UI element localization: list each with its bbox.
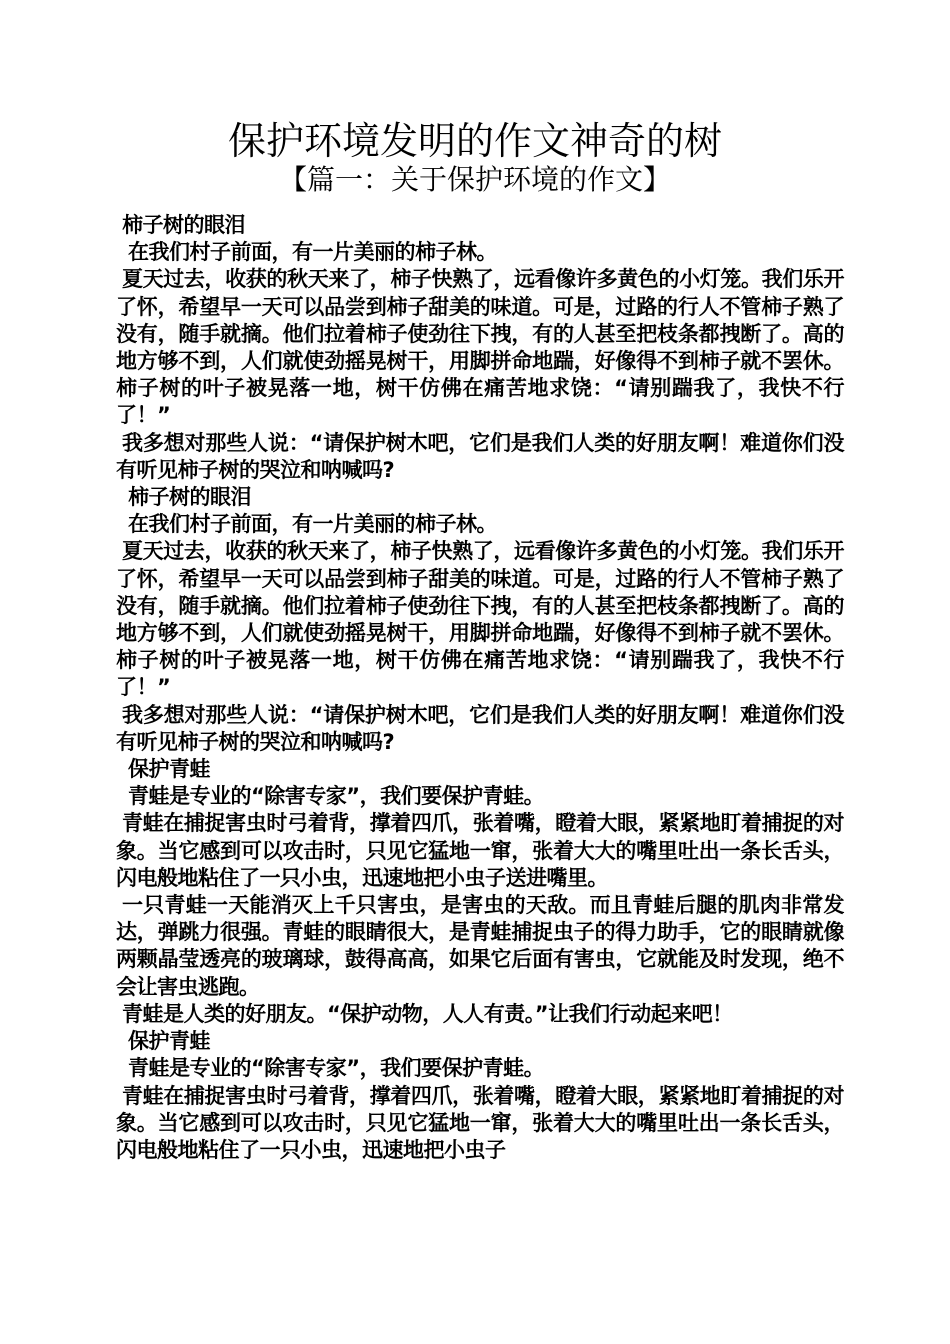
paragraph: 保护青蛙	[128, 757, 210, 782]
paragraph: 柿子树的眼泪	[128, 485, 251, 510]
paragraph: 我多想对那些人说：“请保护树木吧，它们是我们人类的好朋友啊！难道你们没有听见柿子树的哭泣和呐喊吗?	[116, 702, 844, 754]
paragraph: 青蛙是专业的“除害专家”，我们要保护青蛙。	[128, 784, 545, 809]
document-body	[116, 212, 844, 1164]
paragraph: 青蛙是专业的“除害专家”，我们要保护青蛙。	[128, 1056, 545, 1081]
paragraph: 保护青蛙	[128, 1029, 210, 1054]
document-title: 保护环境发明的作文神奇的树	[227, 119, 722, 163]
paragraph: 夏天过去，收获的秋天来了，柿子快熟了，远看像许多黄色的小灯笼。我们乐开了怀，希望早一天可以品尝到柿子甜美的味道。可是，过路的行人不管柿子熟了没有，随手就摘。他们拉着柿子使劲往下拽，有的人甚至把枝条都拽断了。高的地方够不到，人们就使劲摇晃树干，用脚拼命地踹，好像得不到柿子就不罢休。柿子树的叶子被晃落一地，树干仿佛在痛苦地求饶：“请别踹我了，我快不行了！”	[116, 267, 844, 428]
paragraph: 在我们村子前面，有一片美丽的柿子林。	[128, 512, 497, 537]
paragraph: 青蛙在捕捉害虫时弓着背，撑着四爪，张着嘴，瞪着大眼，紧紧地盯着捕捉的对象。当它感到可以攻击时，只见它猛地一窜，张着大大的嘴里吐出一条长舌头，闪电般地粘住了一只小虫，迅速地把小虫子送进嘴里。	[116, 811, 844, 890]
paragraph: 青蛙是人类的好朋友。“保护动物，人人有责。”让我们行动起来吧！	[122, 1001, 733, 1026]
paragraph: 我多想对那些人说：“请保护树木吧，它们是我们人类的好朋友啊！难道你们没有听见柿子树的哭泣和呐喊吗?	[116, 430, 844, 482]
paragraph: 青蛙在捕捉害虫时弓着背，撑着四爪，张着嘴，瞪着大眼，紧紧地盯着捕捉的对象。当它感到可以攻击时，只见它猛地一窜，张着大大的嘴里吐出一条长舌头，闪电般地粘住了一只小虫，迅速地把小虫子	[116, 1083, 844, 1162]
document-subtitle: 【篇一：关于保护环境的作文】	[278, 163, 671, 196]
paragraph: 夏天过去，收获的秋天来了，柿子快熟了，远看像许多黄色的小灯笼。我们乐开了怀，希望早一天可以品尝到柿子甜美的味道。可是，过路的行人不管柿子熟了没有，随手就摘。他们拉着柿子使劲往下拽，有的人甚至把枝条都拽断了。高的地方够不到，人们就使劲摇晃树干，用脚拼命地踹，好像得不到柿子就不罢休。柿子树的叶子被晃落一地，树干仿佛在痛苦地求饶：“请别踹我了，我快不行了！”	[116, 539, 844, 700]
paragraph: 在我们村子前面，有一片美丽的柿子林。	[128, 240, 497, 265]
paragraph: 柿子树的眼泪	[122, 213, 245, 237]
paragraph: 一只青蛙一天能消灭上千只害虫，是害虫的天敌。而且青蛙后腿的肌肉非常发达，弹跳力很强。青蛙的眼睛很大，是青蛙捕捉虫子的得力助手，它的眼睛就像两颗晶莹透亮的玻璃球，鼓得高高，如果它后面有害虫，它就能及时发现，绝不会让害虫逃跑。	[116, 893, 844, 999]
